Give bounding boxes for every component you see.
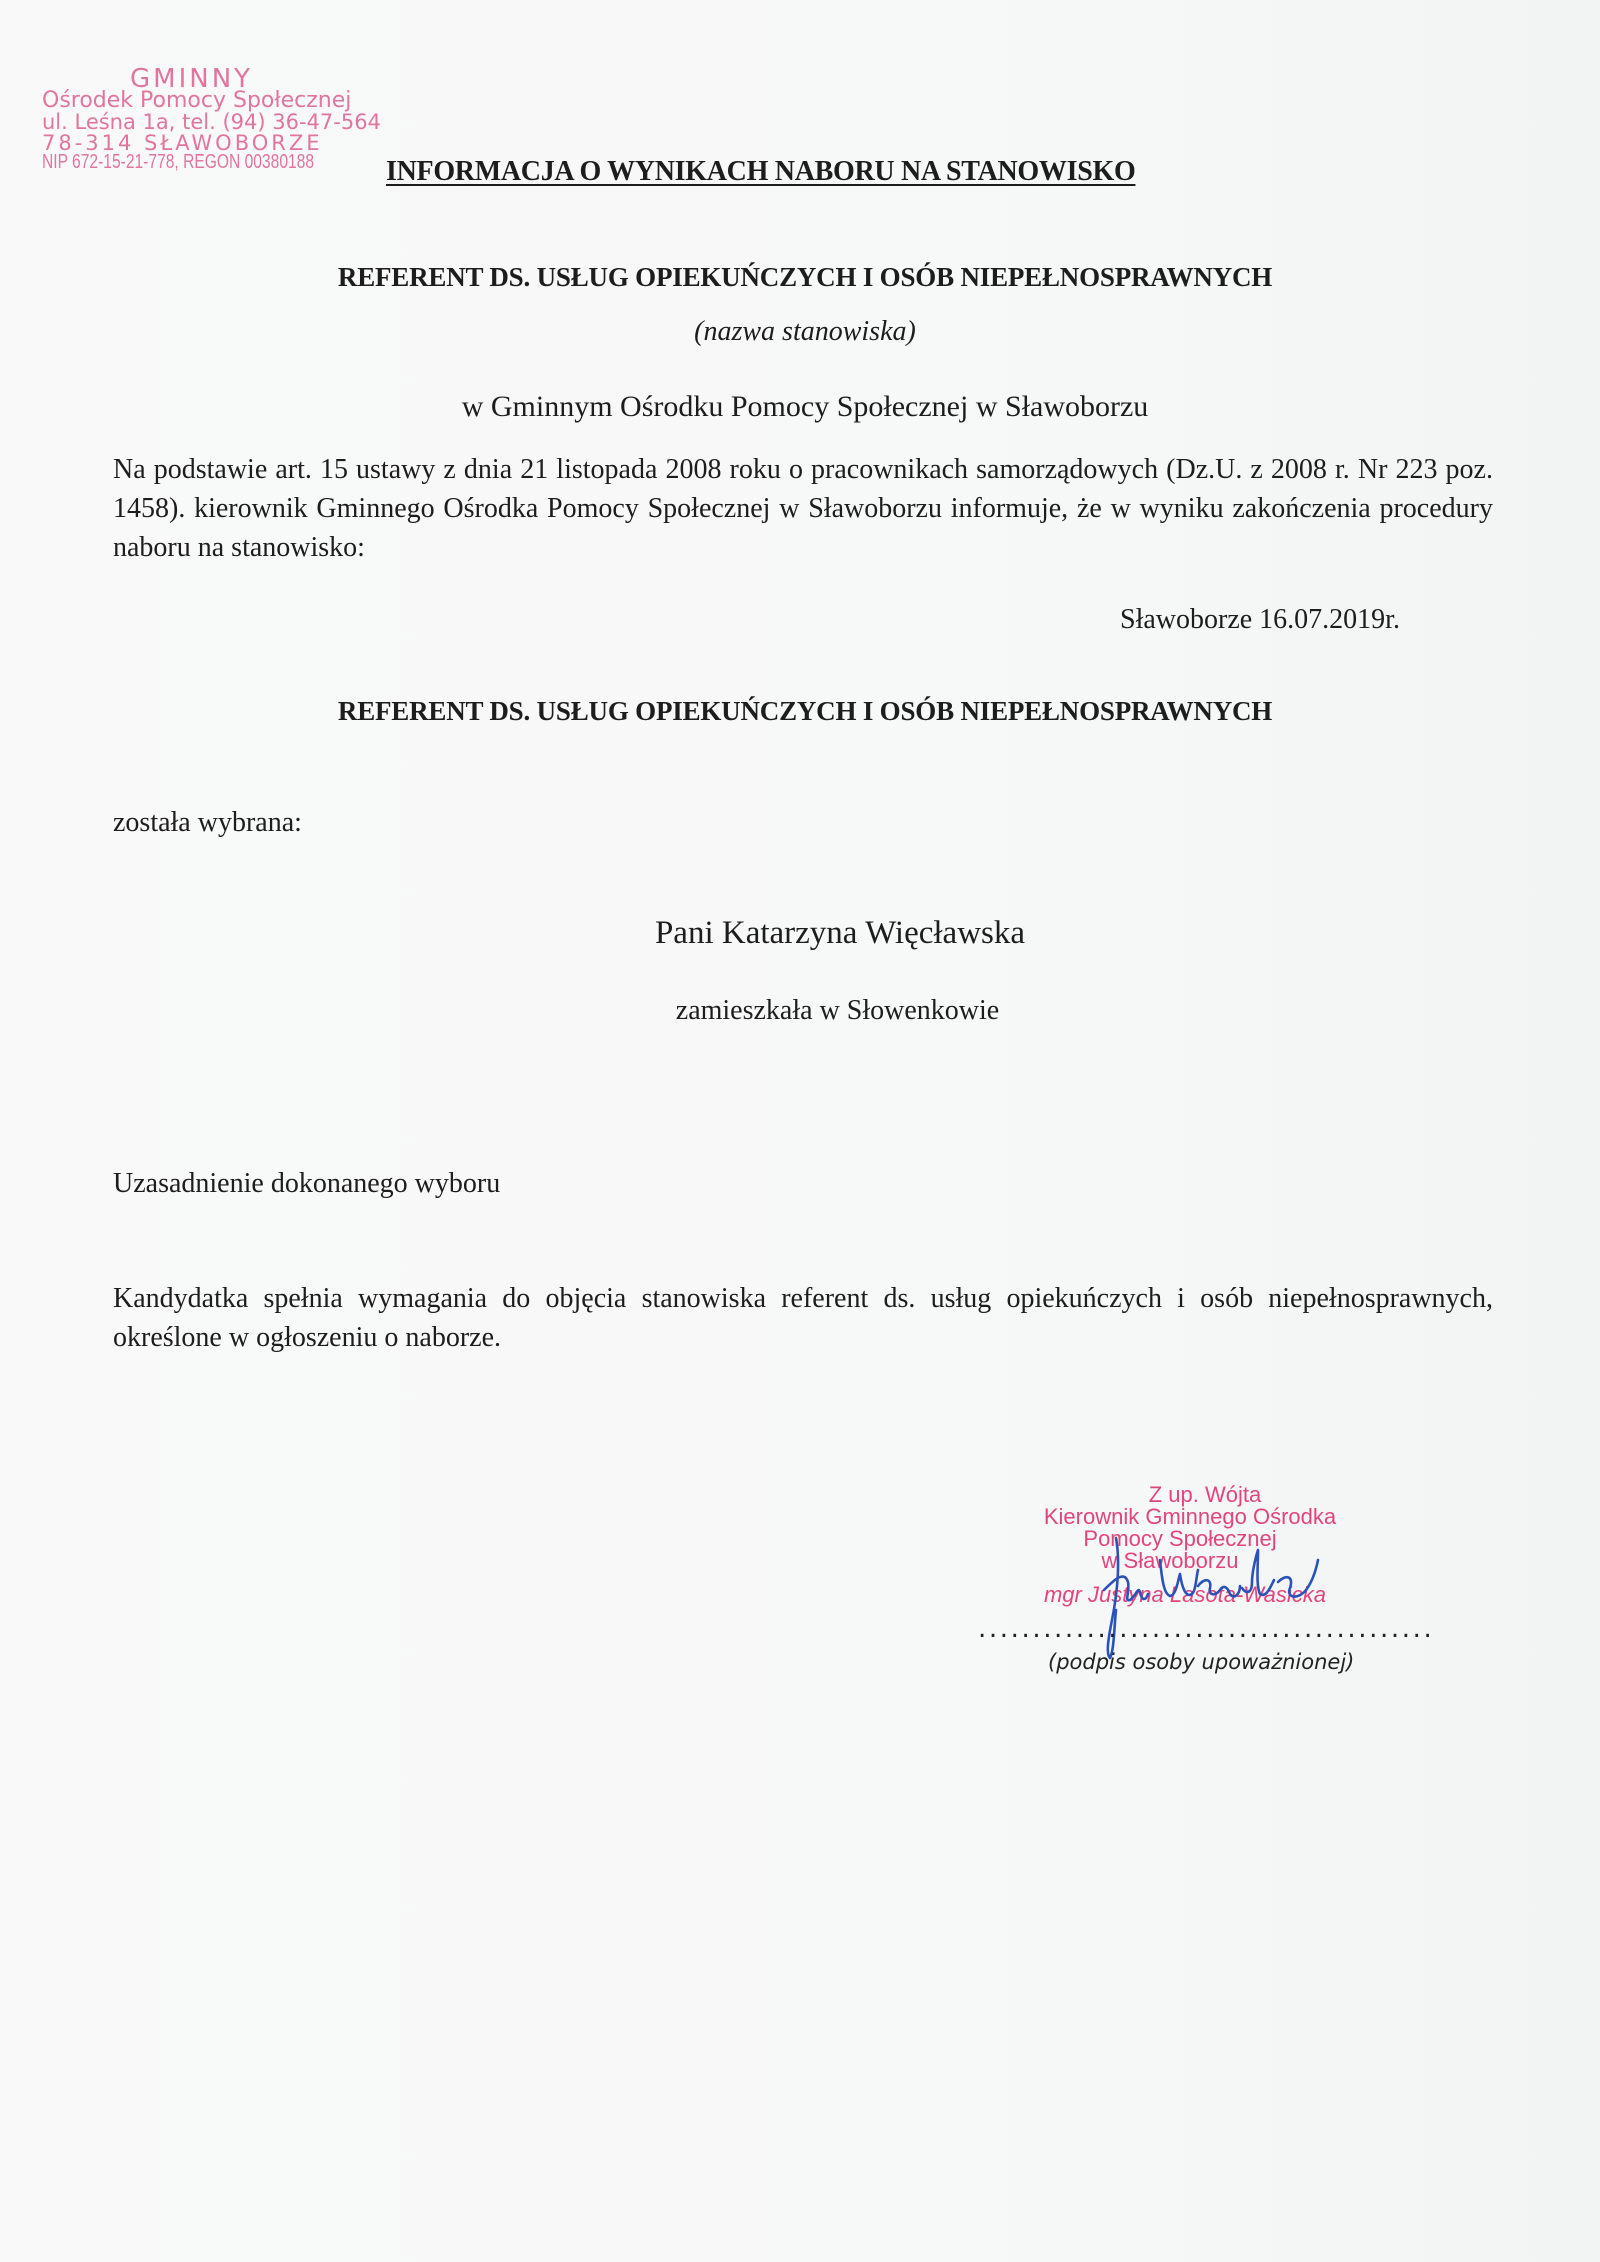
stamp-line-postal: 78-314 SŁAWOBORZE bbox=[42, 131, 323, 155]
signature-caption: (podpis osoby upoważnionej) bbox=[1048, 1650, 1355, 1674]
organization-stamp bbox=[42, 66, 391, 174]
position-title-repeat: REFERENT DS. USŁUG OPIEKUŃCZYCH I OSÓB NIEPEŁNOSPRAWNYCH bbox=[337, 696, 1273, 726]
signature-stamp-line-3: Pomocy Społecznej bbox=[1083, 1526, 1277, 1551]
candidate-residence: zamieszkała w Słowenkowie bbox=[675, 995, 1000, 1026]
signature-stamp-line-1: Z up. Wójta bbox=[1148, 1482, 1262, 1507]
stamp-line-gminny: GMINNY bbox=[130, 64, 254, 94]
signature-stamp-name: mgr Justyna Lasota-Wasicka bbox=[1043, 1582, 1327, 1607]
signature-stamp-line-2: Kierownik Gminnego Ośrodka bbox=[1043, 1504, 1337, 1529]
signature-dotted-line: .......................................... bbox=[978, 1614, 1435, 1644]
candidate-name: Pani Katarzyna Więcławska bbox=[654, 915, 1026, 951]
place-date: Sławoborze 16.07.2019r. bbox=[1120, 604, 1400, 635]
stamp-line-org-name: Ośrodek Pomocy Społecznej bbox=[42, 88, 352, 113]
signature-stamp-line-4: w Sławoborzu bbox=[1101, 1548, 1239, 1573]
justification-text: Kandydatka spełnia wymagania do objęcia stanowiska referent ds. usług opiekuńczych i osób niepełnosprawnych, określone w ogłoszeniu o naborze. bbox=[113, 1283, 1493, 1353]
position-subtitle: (nazwa stanowiska) bbox=[694, 316, 916, 347]
position-title: REFERENT DS. USŁUG OPIEKUŃCZYCH I OSÓB NIEPEŁNOSPRAWNYCH bbox=[337, 262, 1273, 292]
selected-label: została wybrana: bbox=[113, 807, 302, 838]
institution-name: w Gminnym Ośrodku Pomocy Społecznej w Sławoborzu bbox=[461, 390, 1149, 423]
intro-paragraph: Na podstawie art. 15 ustawy z dnia 21 listopada 2008 roku o pracownikach samorządowych (Dz.U. z 2008 r. Nr 223 poz. 1458). kierownik Gminnego Ośrodka Pomocy Społecznej w Sławoborzu informuje, że w wyniku zakończenia procedury naboru na stanowisko: bbox=[113, 454, 1493, 563]
justification-heading: Uzasadnienie dokonanego wyboru bbox=[113, 1168, 501, 1199]
stamp-line-address: ul. Leśna 1a, tel. (94) 36-47-564 bbox=[42, 110, 381, 134]
stamp-line-nip-regon: NIP 672-15-21-778, REGON 00380188 bbox=[42, 151, 315, 173]
document-title: INFORMACJA O WYNIKACH NABORU NA STANOWISKO bbox=[386, 156, 1136, 187]
